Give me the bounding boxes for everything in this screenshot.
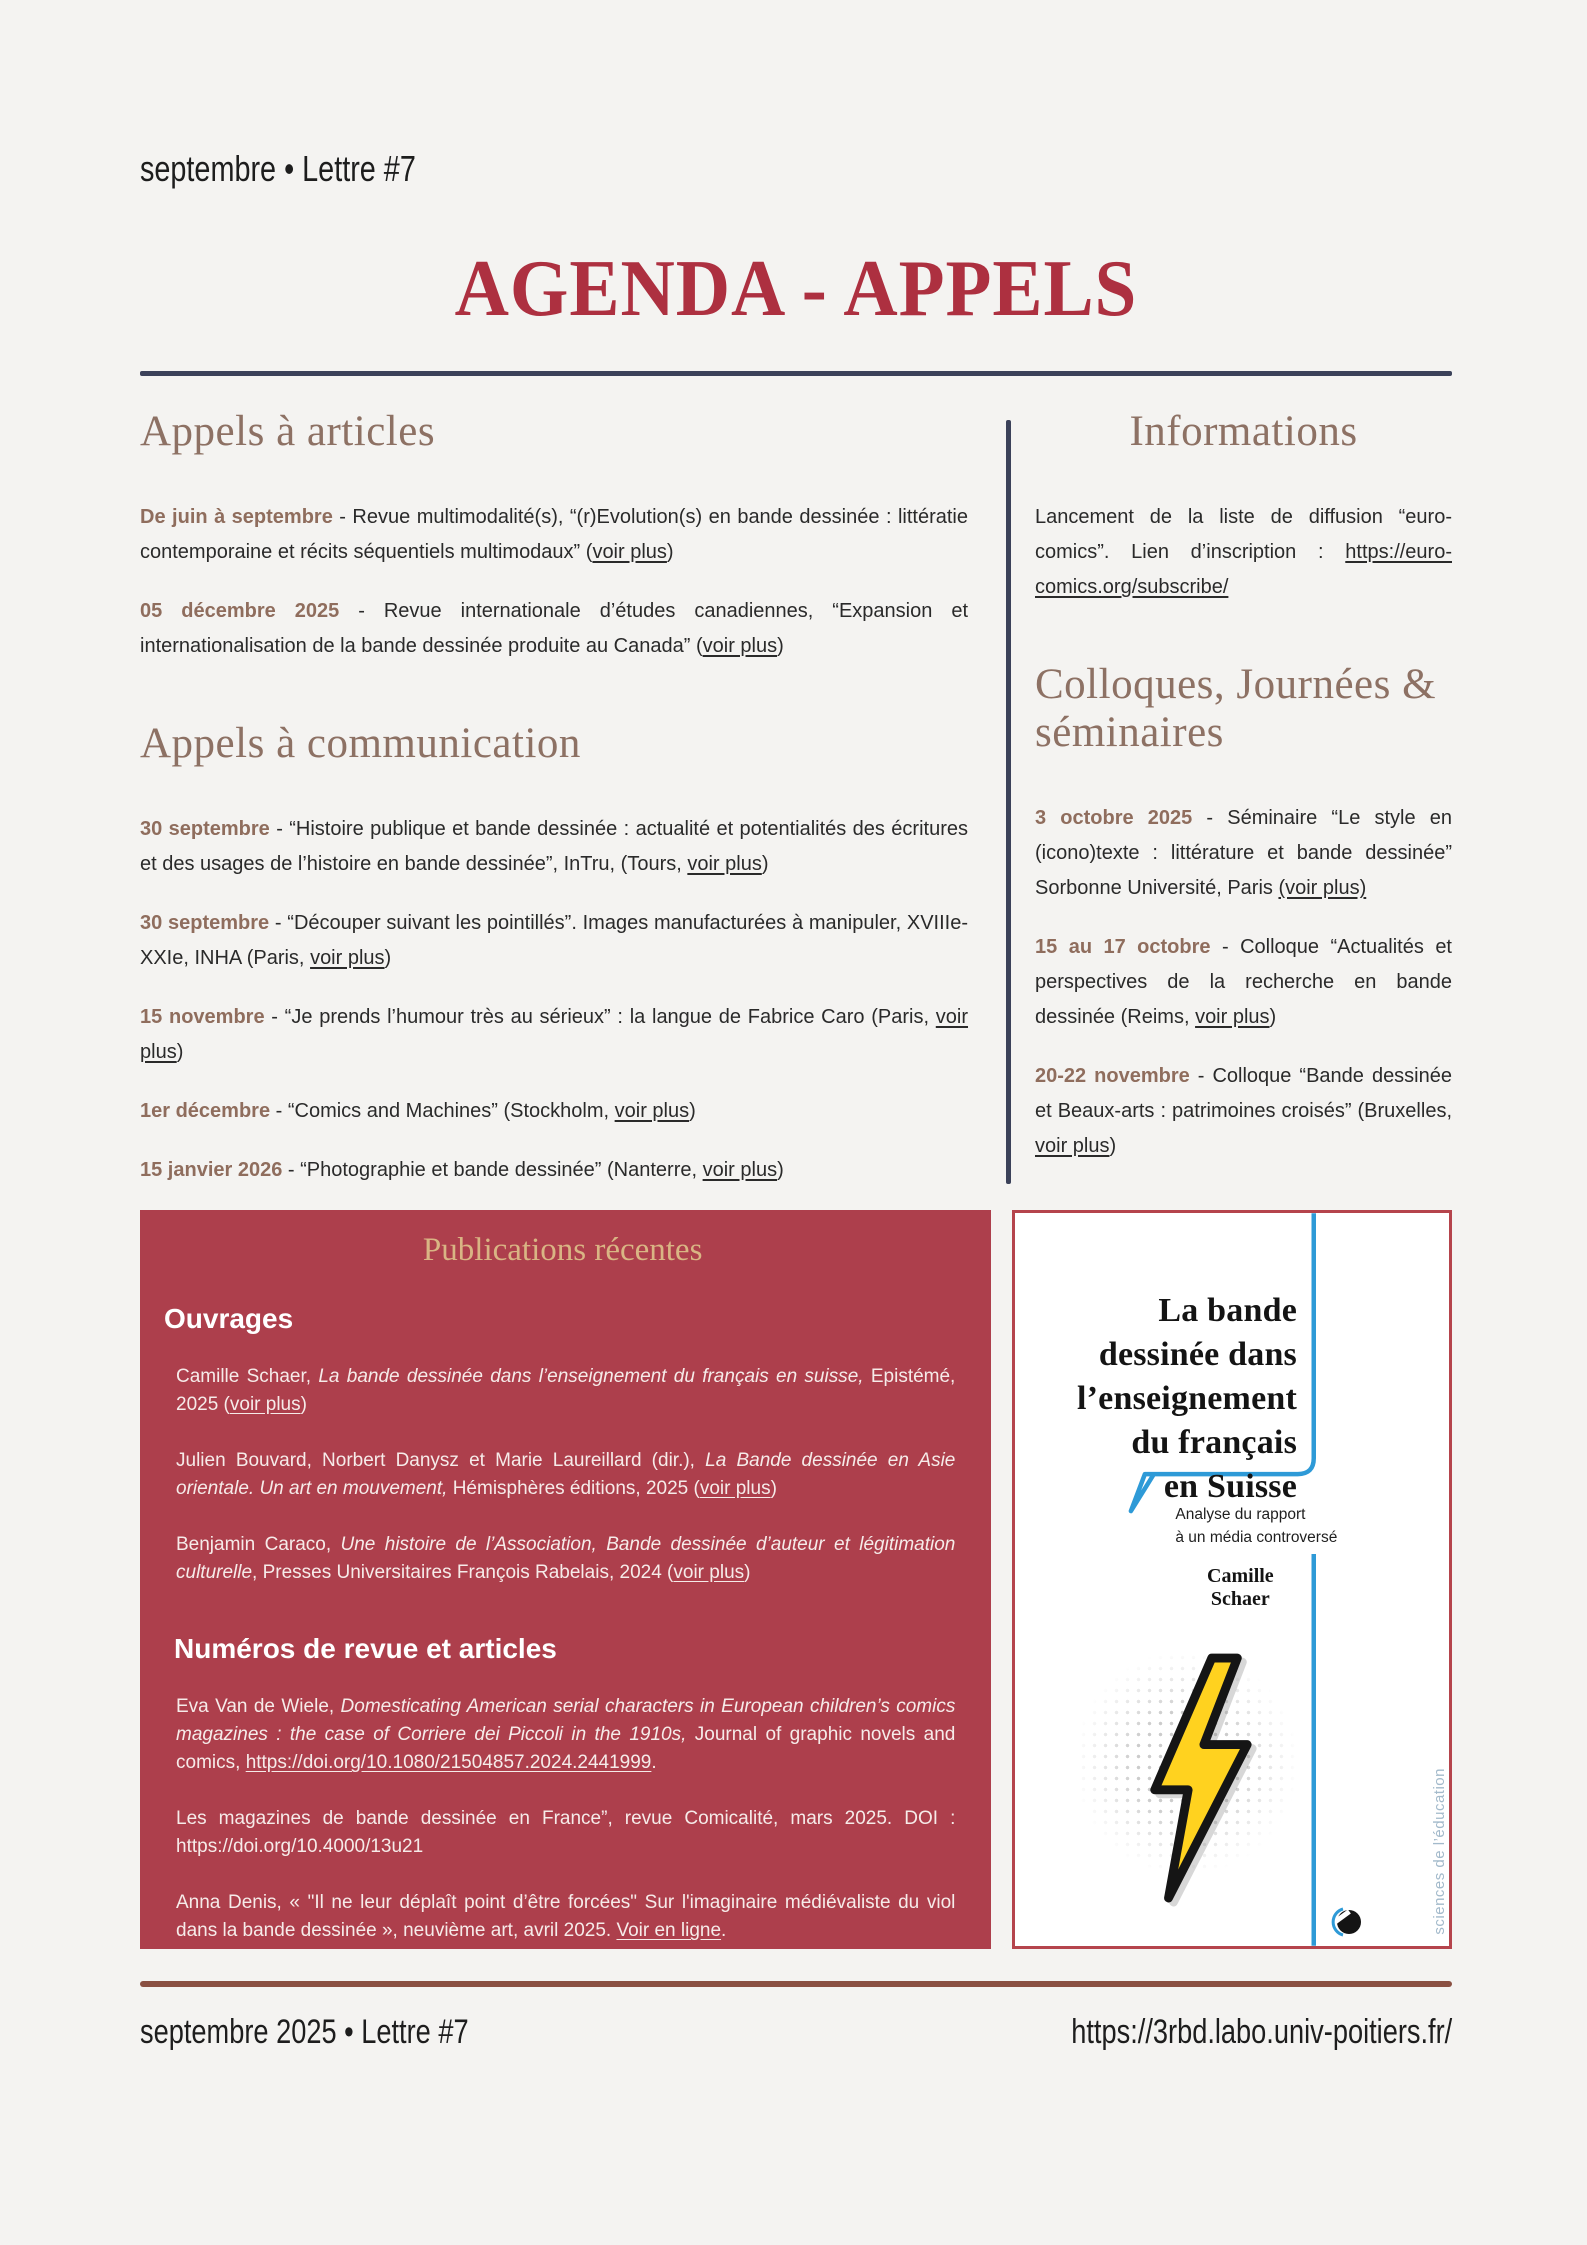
cover-author: Camille Schaer (1207, 1565, 1274, 1611)
call-text: - “Photographie et bande dessinée” (Nanterre, (282, 1159, 703, 1182)
event-text: - Séminaire “Le style en (icono)texte : littérature et bande dessinée” Sorbonne Université, Paris (1035, 807, 1452, 900)
cover-title (1077, 1289, 1297, 1509)
pub-author: Eva Van de Wiele, (176, 1696, 341, 1718)
publication-item (176, 1693, 955, 1777)
call-text: - Revue internationale d’études canadiennes, “Expansion et internationalisation de la bande dessinée produite au Canada” ( (140, 600, 969, 658)
footer-issue: septembre 2025 • Lettre #7 (140, 2013, 469, 2052)
subscribe-link[interactable]: https://euro-comics.org/subscribe/ (1035, 541, 1452, 599)
pub-details: Epistémé, 2025 ( (176, 1366, 956, 1416)
publications-heading: Publications récentes (422, 1232, 703, 1269)
call-text: - “Histoire publique et bande dessinée : actualité et potentialités des écritures et des usages de l’histoire en bande dessinée”, InTru, (Tours, (140, 818, 968, 876)
event-item (1035, 1059, 1452, 1164)
call-comm-item (140, 906, 968, 976)
call-text: - “Je prends l’humour très au sérieux” : la langue de Fabrice Caro (Paris, (264, 1006, 936, 1029)
calls-column (140, 408, 968, 1188)
pub-author: Benjamin Caraco, (176, 1534, 341, 1556)
publication-item (176, 1889, 955, 1945)
event-text: - Colloque “Bande dessinée et Beaux-arts : patrimoines croisés” (Bruxelles, (1035, 1065, 1452, 1123)
event-item (1035, 801, 1452, 906)
call-text-end: ) (761, 853, 769, 876)
call-comm-item (140, 1094, 968, 1129)
colloques-heading: Colloques, Journées & séminaires (1035, 661, 1437, 757)
voir-plus-link[interactable]: voir plus (310, 947, 385, 970)
voir-plus-link[interactable]: voir plus (699, 1478, 771, 1500)
voir-en-ligne-link[interactable]: Voir en ligne (616, 1920, 722, 1942)
call-date: 30 septembre (140, 818, 270, 841)
call-text: - “Découper suivant les pointillés”. Images manufacturées à manipuler, XVIIIe-XXIe, INHA (Paris, (140, 912, 969, 970)
cover-title-line: l’enseignement (1077, 1380, 1297, 1418)
cover-subtitle-line: à un média controversé (1175, 1529, 1338, 1547)
issue-kicker (140, 148, 1452, 190)
cover-subtitle (1175, 1503, 1337, 1549)
publication-item (176, 1805, 955, 1861)
cover-title-line: du français (1131, 1424, 1297, 1462)
call-date: 05 décembre 2025 (140, 600, 340, 623)
site-url-link[interactable]: https://3rbd.labo.univ-poitiers.fr/ (1071, 2013, 1452, 2052)
pub-author: Anna Denis, « "Il ne leur déplaît point d’être forcées" Sur l'imaginaire médiévaliste du viol dans la bande dessinée », neuvième art, avril 2025. (176, 1892, 956, 1942)
column-divider (1006, 420, 1011, 1184)
info-column (1035, 408, 1452, 1188)
voir-plus-link[interactable]: voir plus (592, 541, 667, 564)
call-text-end: ) (666, 541, 674, 564)
call-text-end: ) (384, 947, 392, 970)
pub-book-title: Une histoire de l’Association, Bande dessinée d’auteur et légitimation culturelle (176, 1534, 956, 1584)
info-text: Lancement de la liste de diffusion “euro-comics”. Lien d’inscription : (1035, 506, 1452, 564)
call-text: - Revue multimodalité(s), “(r)Evolution(s) en bande dessinée : littératie contemporaine et récits séquentiels multimodaux” ( (140, 506, 968, 564)
pub-end: . (651, 1752, 657, 1774)
event-text-end: ) (1269, 1006, 1277, 1029)
pub-details: Les magazines de bande dessinée en France”, revue Comicalité, mars 2025. DOI : https://doi.org/10.4000/13u21 (176, 1808, 956, 1858)
cover-title-line: en Suisse (1163, 1468, 1297, 1506)
event-date: 3 octobre 2025 (1035, 807, 1193, 830)
voir-plus-link[interactable]: voir plus (140, 1006, 969, 1064)
cover-spine-text: sciences de l’éducation (1431, 1767, 1448, 1935)
voir-plus-link[interactable]: voir plus (1035, 1135, 1110, 1158)
pub-author: Julien Bouvard, Norbert Danysz et Marie Laureillard (dir.), (176, 1450, 706, 1472)
revues-heading: Numéros de revue et articles (174, 1633, 557, 1665)
footer-divider (140, 1981, 1452, 1987)
call-comm-item (140, 1000, 968, 1070)
pub-article-title: Domesticating American serial characters in European children’s comics magazines : the case of Corriere dei Piccoli in the 1910s, (176, 1696, 956, 1746)
voir-plus-link[interactable]: voir plus (702, 1159, 778, 1182)
call-comm-item (140, 1153, 968, 1188)
pub-details: , Presses Universitaires François Rabelais, 2024 ( (252, 1562, 674, 1584)
pub-end: ) (300, 1394, 307, 1416)
publications-box (140, 1210, 991, 1949)
issue-kicker-text: septembre • Lettre #7 (140, 148, 416, 189)
call-article-item (140, 594, 968, 664)
cover-title-line: La bande (1158, 1292, 1297, 1330)
voir-plus-link[interactable]: voir plus (673, 1562, 745, 1584)
call-text-end: ) (777, 635, 784, 658)
ouvrages-heading: Ouvrages (164, 1303, 294, 1335)
voir-plus-link[interactable]: voir plus (687, 853, 762, 876)
publications-row (140, 1210, 1452, 1949)
call-text: - “Comics and Machines” (Stockholm, (270, 1100, 615, 1123)
call-date: 1er décembre (140, 1100, 271, 1123)
pub-author: Camille Schaer, (176, 1366, 319, 1388)
event-text-end: ) (1109, 1135, 1117, 1158)
pub-details: Hémisphères éditions, 2025 ( (447, 1478, 700, 1500)
voir-plus-link[interactable]: voir plus (229, 1394, 301, 1416)
publication-item (176, 1447, 955, 1503)
call-article-item (140, 500, 968, 570)
call-text-end: ) (689, 1100, 696, 1123)
event-item (1035, 930, 1452, 1035)
publication-item (176, 1531, 955, 1587)
voir-plus-link[interactable]: voir plus (614, 1100, 690, 1123)
page-title: AGENDA - APPELS (454, 245, 1138, 333)
call-date: 15 novembre (140, 1006, 265, 1029)
top-divider (140, 371, 1452, 376)
publisher-logo-icon (1329, 1905, 1363, 1939)
call-comm-item (140, 812, 968, 882)
pub-end: ) (770, 1478, 777, 1500)
pub-end: ) (744, 1562, 751, 1584)
footer (140, 2013, 1452, 2052)
pub-details: Journal of graphic novels and comics, (176, 1724, 956, 1774)
communication-heading: Appels à communication (140, 720, 581, 768)
info-item (1035, 500, 1452, 605)
pub-end: . (721, 1920, 727, 1942)
pub-book-title: La Bande dessinée en Asie orientale. Un art en mouvement, (176, 1450, 956, 1500)
articles-heading: Appels à articles (140, 408, 436, 455)
call-date: 15 janvier 2026 (140, 1159, 283, 1182)
voir-plus-link[interactable]: voir plus (702, 635, 778, 658)
call-text-end: ) (176, 1041, 184, 1064)
event-text: - Colloque “Actualités et perspectives de la recherche en bande dessinée (Reims, (1035, 936, 1452, 1029)
event-date: 15 au 17 octobre (1035, 936, 1211, 959)
call-text-end: ) (777, 1159, 784, 1182)
cover-title-line: dessinée dans (1098, 1336, 1297, 1374)
voir-plus-link[interactable]: voir plus (1195, 1006, 1270, 1029)
book-cover (1012, 1210, 1452, 1949)
call-date: De juin à septembre (140, 506, 333, 529)
cover-subtitle-line: Analyse du rapport (1175, 1506, 1306, 1524)
lightning-bolt-icon (1139, 1649, 1257, 1911)
call-date: 30 septembre (140, 912, 270, 935)
voir-plus-link[interactable]: (voir plus) (1278, 877, 1367, 900)
pub-book-title: La bande dessinée dans l’enseignement du français en suisse, (318, 1366, 864, 1388)
doi-link[interactable]: https://doi.org/10.1080/21504857.2024.2441999 (245, 1752, 652, 1774)
event-date: 20-22 novembre (1035, 1065, 1190, 1088)
informations-heading: Informations (1129, 408, 1358, 455)
main-columns (140, 408, 1452, 1188)
publication-item (176, 1363, 955, 1419)
